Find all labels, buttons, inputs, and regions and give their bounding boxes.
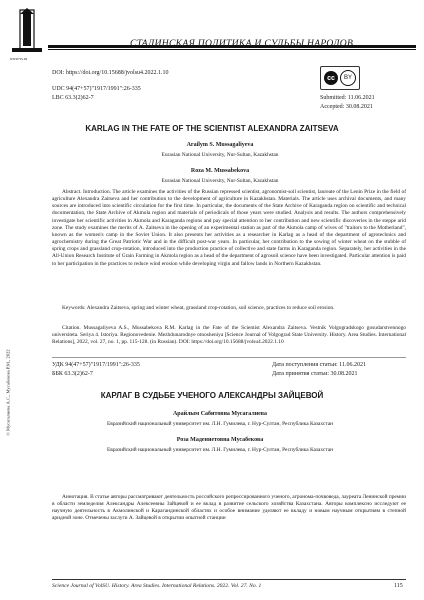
keywords-en: Keywords: Alexandra Zaitseva, spring and winter wheat, grassland crop-rotation, soil science, practices to reduce soil erosion. bbox=[62, 305, 335, 311]
journal-site: www.vs.ru bbox=[10, 56, 28, 61]
by-icon: BY bbox=[340, 70, 356, 86]
author2-ru: Роза Мадениетовна Мусабекова bbox=[176, 437, 264, 443]
journal-section-title: СТАЛИНСКАЯ ПОЛИТИКА И СУДЬБЫ НАРОДОВ bbox=[130, 38, 354, 49]
article-title-ru: КАРЛАГ В СУДЬБЕ УЧЕНОГО АЛЕКСАНДРЫ ЗАЙЦЕВОЙ bbox=[100, 391, 324, 400]
author2-en: Roza M. Mussabekova bbox=[190, 168, 250, 174]
journal-logo-icon bbox=[8, 8, 46, 54]
author1-en: Arailym S. Mussagaliyeva bbox=[186, 142, 254, 148]
bbk: ББК 63.3(2)62-7 bbox=[52, 371, 93, 377]
submitted-date-ru: Дата поступления статьи: 11.06.2021 bbox=[272, 362, 366, 368]
accepted-date: Accepted: 30.08.2021 bbox=[320, 104, 373, 110]
divider bbox=[52, 357, 406, 358]
footer-rule bbox=[52, 579, 406, 580]
cc-license-badge[interactable] bbox=[320, 66, 360, 90]
affiliation2-ru: Евразийский национальный университет им. Л.Н. Гумилева, г. Нур-Султан, Республика Казахстан bbox=[106, 447, 334, 453]
affiliation1-ru: Евразийский национальный университет им. Л.Н. Гумилева, г. Нур-Султан, Республика Казахстан bbox=[106, 421, 334, 427]
abstract-en: Abstract. Introduction. The article examines the activities of the Russian repressed scientist, agronomist-soil scientist, laureate of the Lenin Prize in the field of agriculture Alexandra Zaitseva and her contribution to the development of agriculture in Kazakhstan. Materials. The article uses archival documents, and many sources are introduced into scientific circulation for the first time. In particular, the documents of the State Archive of Karaganda region on scientific and technical documentation, the State Archive of Akmola region and materials of periodicals of those years were studied. Analysis and results. The authors comprehensively investigate her scientific activities in Akmola and Karaganda regions and pay special attention to her contribution and new scientific discoveries in the steppe arid zone. The study examines the merits of A. Zaitseva in the opening of an experimental station as part of the Akmola camp of wives of "traitors to the Motherland", known as the women's camp in the Soviet Union. It also presents her activities as a researcher in Karlag as a head of the department of agrotechnics and agrochemistry during the Great Patriotic War and in the difficult post-war years. In particular, her contribution to the sowing of winter wheat on the stubble of spring crops and grassland crop-rotation, introduced into the production practice of collective and state farms in Karaganda region. Separately, her activities in the All-Union Research Institute of Grain Farming in Akmola region as a head of the department of agrosoil science have been investigated. Particular attention is paid to her participation in the practices to reduce wind erosion while developing virgin and fallow lands in Northern Kazakhstan. bbox=[52, 189, 406, 267]
author1-ru: Арайлым Сабитовна Мусагалиева bbox=[172, 411, 268, 417]
udc: UDC 94(47+57)"1917/1991":26-335 bbox=[52, 86, 141, 92]
citation-en: Citation. Mussagaliyeva A.S., Mussabekova R.M. Karlag in the Fate of the Scientist Alexandra Zaitseva. Vestnik Volgogradskogo gosudarstvennogo universiteta. Seriya 4. Istoriya. Regionovedenie. Mezhdunarodnye otnosheniya [Science Journal of Volgograd State University. History. Area Studies. International Relations], 2022, vol. 27, no. 1, pp. 115-128. (in Russian). DOI: https://doi.org/10.15688/jvolsu4.2022.1.10 bbox=[52, 325, 406, 346]
submitted-date: Submitted: 11.06.2021 bbox=[320, 95, 375, 101]
abstract-ru: Аннотация. В статье авторы рассматривают деятельность российского репрессированного ученого, агронома-почвоведа, лауреата Ленинской премии в области земледелия Александры Алексеевны Зайцевой и ее вклад в развитие сельского хозяйства Казахстана. Авторы комплексно исследуют ее научную деятельность в Акмолинской и Карагандинской областях и особое внимание уделяют ее вкладу и новым научным открытиям в степной аридной зоне. Отмечены заслуги А. Зайцевой в открытии опытной станции bbox=[52, 494, 406, 522]
header-rule-thin bbox=[48, 49, 416, 50]
article-title-en: KARLAG IN THE FATE OF THE SCIENTIST ALEXANDRA ZAITSEVA bbox=[85, 124, 339, 133]
cc-icon: cc bbox=[324, 71, 338, 85]
page-number: 115 bbox=[394, 583, 403, 589]
copyright-strip bbox=[3, 240, 11, 560]
accepted-date-ru: Дата принятия статьи: 30.08.2021 bbox=[272, 371, 358, 377]
affiliation1-en: Eurasian National University, Nur-Sultan, Kazakhstan bbox=[161, 152, 279, 158]
lbc: LBC 63.3(2)62-7 bbox=[52, 95, 94, 101]
affiliation2-en: Eurasian National University, Nur-Sultan, Kazakhstan bbox=[161, 178, 279, 184]
footer-journal: Science Journal of VolSU. History. Area Studies. International Relations. 2022. Vol. 27. No. 1 bbox=[52, 583, 262, 589]
copyright-text: © Мусагалиева А.С., Мусабекова Р.М., 2022 bbox=[5, 349, 11, 436]
udk: УДК 94(47+57)"1917/1991":26-335 bbox=[52, 362, 140, 368]
doi[interactable]: DOI: https://doi.org/10.15688/jvolsu4.2022.1.10 bbox=[52, 70, 169, 76]
